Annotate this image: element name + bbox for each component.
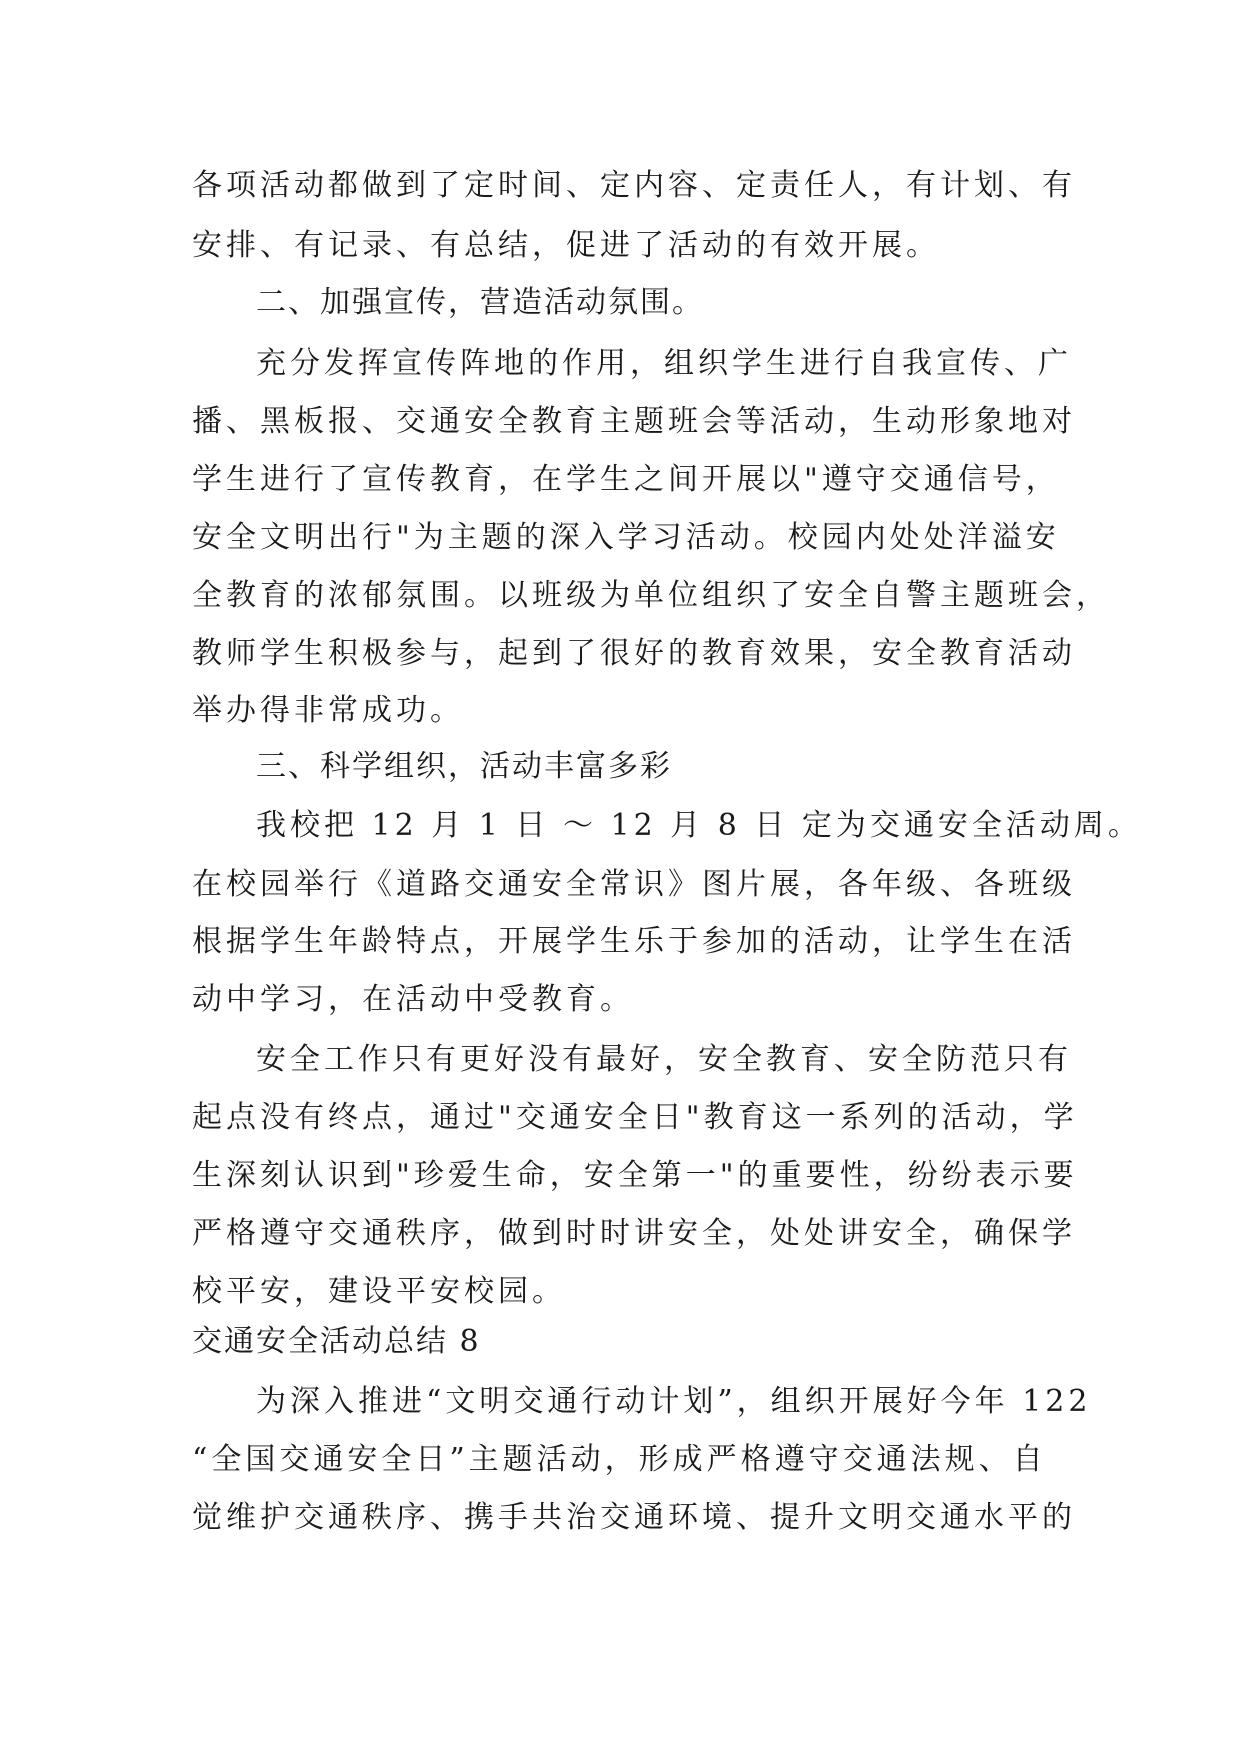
section-heading: 三、科学组织，活动丰富多彩 [256,749,672,784]
paragraph-line: 觉维护交通秩序、携手共治交通环境、提升文明交通水平的 [192,1500,1076,1535]
paragraph-line: 安排、有记录、有总结，促进了活动的有效开展。 [192,228,940,263]
paragraph-line: 起点没有终点，通过"交通安全日"教育这一系列的活动，学 [192,1100,1078,1135]
paragraph-line: 举办得非常成功。 [192,693,464,728]
document-section-title: 交通安全活动总结 8 [192,1324,481,1359]
paragraph-line: 根据学生年龄特点，开展学生乐于参加的活动，让学生在活 [192,924,1076,959]
paragraph-line: 安全文明出行"为主题的深入学习活动。校园内处处洋溢安 [192,520,1060,555]
section-heading: 二、加强宣传，营造活动氛围。 [256,285,704,320]
paragraph-line: 我校把 12 月 1 日 ～ 12 月 8 日 定为交通安全活动周。 [256,808,1142,843]
paragraph-line: 严格遵守交通秩序，做到时时讲安全，处处讲安全，确保学 [192,1216,1076,1251]
paragraph-line: 全教育的浓郁氛围。以班级为单位组织了安全自警主题班会， [192,578,1110,613]
paragraph-line: 播、黑板报、交通安全教育主题班会等活动，生动形象地对 [192,404,1076,439]
paragraph-line: 安全工作只有更好没有最好，安全教育、安全防范只有 [256,1042,1072,1077]
paragraph-line: “全国交通安全日”主题活动，形成严格遵守交通法规、自 [192,1442,1047,1477]
paragraph-line: 为深入推进“文明交通行动计划”，组织开展好今年 122 [256,1384,1092,1419]
paragraph-line: 各项活动都做到了定时间、定内容、定责任人，有计划、有 [192,168,1076,203]
paragraph-line: 在校园举行《道路交通安全常识》图片展，各年级、各班级 [192,867,1076,902]
paragraph-line: 生深刻认识到"珍爱生命，安全第一"的重要性，纷纷表示要 [192,1158,1078,1193]
paragraph-line: 充分发挥宣传阵地的作用，组织学生进行自我宣传、广 [256,346,1072,381]
paragraph-line: 动中学习，在活动中受教育。 [192,982,634,1017]
paragraph-line: 教师学生积极参与，起到了很好的教育效果，安全教育活动 [192,636,1076,671]
paragraph-line: 学生进行了宣传教育，在学生之间开展以"遵守交通信号， [192,462,1060,497]
paragraph-line: 校平安，建设平安校园。 [192,1274,566,1309]
